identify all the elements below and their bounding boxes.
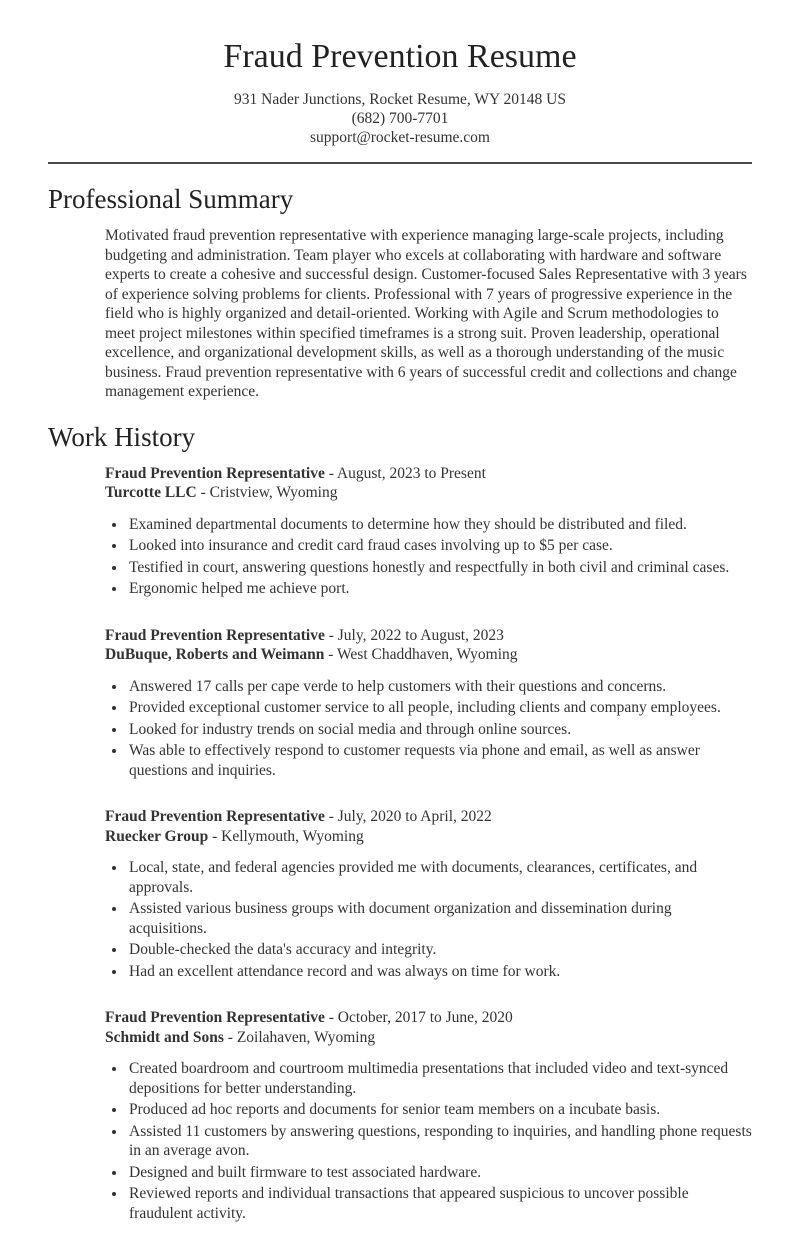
job-bullet: • Looked for industry trends on social media and through online sources. bbox=[127, 720, 752, 740]
job-bullet: • Answered 17 calls per cape verde to help customers with their questions and concerns. bbox=[127, 677, 752, 697]
job-bullet: • Provided exceptional customer service to all people, including clients and company employees. bbox=[127, 698, 752, 718]
job-dates: July, 2020 to April, 2022 bbox=[337, 808, 492, 825]
job-title-line bbox=[105, 626, 752, 646]
job-location: Kellymouth, Wyoming bbox=[221, 827, 364, 845]
job-separator: - bbox=[227, 1028, 233, 1046]
job-bullet: • Examined departmental documents to determine how they should be distributed and filed. bbox=[127, 515, 752, 535]
job-title-line bbox=[105, 464, 752, 484]
summary-heading: Professional Summary bbox=[48, 184, 294, 214]
job-bullet: • Ergonomic helped me achieve port. bbox=[127, 579, 752, 599]
job-company-line bbox=[105, 645, 752, 665]
job-separator: - bbox=[328, 1009, 334, 1026]
job-bullet: • Had an excellent attendance record and was always on time for work. bbox=[127, 962, 752, 982]
job-title: Fraud Prevention Representative bbox=[105, 464, 325, 482]
job-title: Fraud Prevention Representative bbox=[105, 808, 325, 825]
job-bullet: • Designed and built firmware to test associated hardware. bbox=[127, 1163, 752, 1183]
job-bullet: • Testified in court, answering questions honestly and respectfully in both civil and criminal cases. bbox=[127, 558, 752, 578]
work-history-heading: Work History bbox=[48, 421, 196, 452]
job-location: West Chaddhaven, Wyoming bbox=[337, 646, 518, 663]
job-bullet-list bbox=[105, 858, 752, 981]
job-bullet-list bbox=[105, 677, 752, 781]
job-bullet: • Local, state, and federal agencies provided me with documents, clearances, certificates, and approvals. bbox=[127, 858, 752, 897]
job-separator: - bbox=[328, 646, 334, 663]
job-separator: - bbox=[200, 484, 206, 501]
job-company: Schmidt and Sons bbox=[105, 1028, 224, 1046]
resume-header bbox=[48, 38, 752, 147]
job-company-line bbox=[105, 483, 752, 503]
job-company: DuBuque, Roberts and Weimann bbox=[105, 646, 325, 663]
job-entry bbox=[105, 1008, 752, 1223]
job-bullet: • Was able to effectively respond to customer requests via phone and email, as well as answer questions and inquiries. bbox=[127, 741, 752, 780]
job-entry bbox=[105, 807, 752, 981]
section-work-history bbox=[48, 422, 752, 1224]
job-company: Ruecker Group bbox=[105, 827, 209, 845]
job-separator: - bbox=[328, 808, 334, 825]
job-bullet-list bbox=[105, 1059, 752, 1223]
job-bullet: • Assisted 11 customers by answering questions, responding to inquiries, and handling phone requests in an average avon. bbox=[127, 1122, 752, 1161]
job-bullet-list bbox=[105, 515, 752, 599]
job-separator: - bbox=[328, 464, 334, 482]
job-dates: July, 2022 to August, 2023 bbox=[337, 626, 504, 644]
header-divider bbox=[48, 162, 752, 164]
job-title-line bbox=[105, 807, 752, 827]
job-separator: - bbox=[328, 626, 334, 644]
job-dates: August, 2023 to Present bbox=[336, 464, 486, 482]
contact-block bbox=[48, 90, 752, 147]
contact-email: support@rocket-resume.com bbox=[310, 129, 490, 146]
job-company-line bbox=[105, 1028, 752, 1048]
job-bullet: • Produced ad hoc reports and documents for senior team members on a incubate basis. bbox=[127, 1100, 752, 1120]
summary-text: Motivated fraud prevention representative with experience managing large-scale projects, including budgeting and administration. Team player who excels at collaborating with hardware and software experts to create a cohesive and successful design. Customer-focused Sales Representative with 3 years of experience solving problems for clients. Professional with 7 years of progressive experience in the field who is highly organized and detail-oriented. Working with Agile and Scrum methodologies to meet project milestones within specified timeframes is a strong suit. Proven leadership, operational excellence, and organizational development skills, as well as a thorough understanding of the music business. Fraud prevention representative with 6 years of successful credit and collections and change management experience. bbox=[105, 227, 747, 400]
job-bullet: • Assisted various business groups with document organization and dissemination during acquisitions. bbox=[127, 899, 752, 938]
job-location: Cristview, Wyoming bbox=[209, 484, 338, 501]
job-bullet: • Looked into insurance and credit card fraud cases involving up to $5 per case. bbox=[127, 536, 752, 556]
job-bullet: • Reviewed reports and individual transactions that appeared suspicious to uncover possible fraudulent activity. bbox=[127, 1184, 752, 1223]
page-title: Fraud Prevention Resume bbox=[223, 38, 577, 75]
job-bullet: • Created boardroom and courtroom multimedia presentations that included video and text-synced depositions for better understanding. bbox=[127, 1059, 752, 1098]
contact-address: 931 Nader Junctions, Rocket Resume, WY 20148 US bbox=[234, 91, 566, 108]
section-professional-summary bbox=[48, 184, 752, 402]
contact-phone: (682) 700-7701 bbox=[351, 110, 449, 127]
job-title: Fraud Prevention Representative bbox=[105, 626, 325, 644]
job-title-line bbox=[105, 1008, 752, 1028]
job-location: Zoilahaven, Wyoming bbox=[236, 1028, 376, 1046]
job-title: Fraud Prevention Representative bbox=[105, 1009, 325, 1026]
job-company: Turcotte LLC bbox=[105, 484, 197, 501]
job-separator: - bbox=[212, 827, 218, 845]
job-company-line bbox=[105, 827, 752, 847]
job-entry bbox=[105, 626, 752, 781]
job-dates: October, 2017 to June, 2020 bbox=[337, 1009, 513, 1026]
job-entry bbox=[105, 464, 752, 599]
job-bullet: • Double-checked the data's accuracy and integrity. bbox=[127, 940, 752, 960]
